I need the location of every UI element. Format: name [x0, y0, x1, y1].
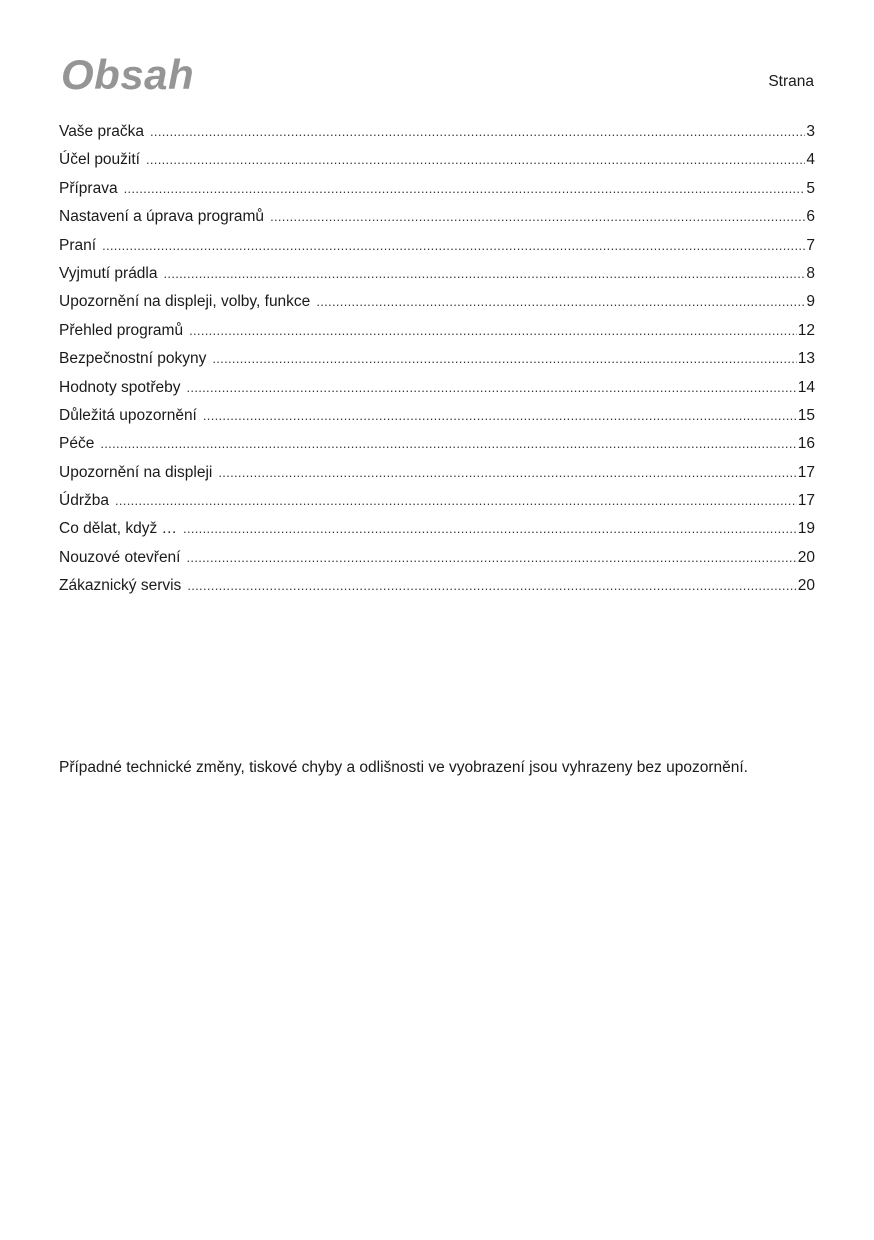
toc-leader-dots [212, 345, 796, 373]
toc-leader-dots [187, 374, 797, 402]
toc-entry-page: 7 [806, 236, 815, 254]
toc-entry[interactable] [59, 175, 815, 203]
toc-entry-page: 15 [797, 406, 815, 424]
toc-entry[interactable] [59, 459, 815, 487]
toc-entry-page: 14 [797, 378, 815, 396]
toc-entry-page: 17 [797, 463, 815, 481]
toc-entry-label: Upozornění na displeji, volby, funkce [59, 293, 311, 311]
toc-entry-label: Hodnoty spotřeby [59, 378, 181, 396]
toc-entry-page: 3 [806, 123, 815, 140]
toc-entry-label: Zákaznický servis [59, 577, 182, 595]
toc-entry-page: 20 [797, 548, 815, 566]
toc-entry-page: 6 [806, 208, 815, 226]
toc-entry[interactable] [59, 430, 815, 458]
toc-entry[interactable] [59, 317, 815, 345]
toc-entry-label: Důležitá upozornění [59, 406, 197, 424]
toc-entry-label: Nouzové otevření [59, 548, 181, 566]
toc-entry-page: 20 [797, 577, 815, 595]
toc-leader-dots [183, 515, 797, 543]
disclaimer-note: Případné technické změny, tiskové chyby a odlišnosti ve vyobrazení jsou vyhrazeny bez upozornění. [59, 759, 748, 776]
toc-entry-label: Bezpečnostní pokyny [59, 350, 207, 368]
toc-entry-page: 9 [806, 293, 815, 311]
toc-entry[interactable] [59, 288, 815, 316]
toc-entry-label: Vaše pračka [59, 123, 145, 140]
toc-entry-label: Účel použití [59, 151, 140, 169]
toc-entry-label: Praní [59, 236, 97, 254]
toc-entry-label: Co dělat, když … [59, 520, 178, 538]
toc-leader-dots [187, 572, 796, 600]
toc-entry-page: 17 [797, 492, 815, 510]
toc-entry[interactable] [59, 544, 815, 572]
toc-entry-label: Přehled programů [59, 321, 184, 339]
toc-entry[interactable] [59, 345, 815, 373]
toc-entry-label: Údržba [59, 492, 109, 510]
toc-leader-dots [187, 544, 797, 572]
toc-leader-dots [124, 175, 806, 203]
toc-leader-dots [218, 459, 796, 487]
toc-entry-page: 12 [797, 321, 815, 339]
toc-entry-label: Vyjmutí prádla [59, 264, 158, 282]
toc-leader-dots [164, 260, 806, 288]
toc-entry-page: 19 [797, 520, 815, 538]
toc-leader-dots [115, 487, 797, 515]
toc-entry-page: 5 [806, 179, 815, 197]
toc-entry[interactable] [59, 260, 815, 288]
table-of-contents [59, 118, 815, 601]
toc-entry-page: 13 [797, 350, 815, 368]
toc-entry[interactable] [59, 374, 815, 402]
toc-entry[interactable] [59, 402, 815, 430]
toc-entry-page: 4 [806, 151, 815, 169]
toc-entry[interactable] [59, 515, 815, 543]
toc-entry[interactable] [59, 203, 815, 231]
page-column-label: Strana [768, 73, 814, 90]
toc-entry[interactable] [59, 572, 815, 600]
toc-entry-page: 16 [797, 435, 815, 453]
toc-leader-dots [102, 232, 805, 260]
toc-leader-dots [189, 317, 797, 345]
toc-leader-dots [270, 203, 805, 231]
toc-entry[interactable] [59, 232, 815, 260]
toc-entry-label: Péče [59, 435, 95, 453]
page-title: Obsah [61, 51, 195, 98]
toc-entry-label: Nastavení a úprava programů [59, 208, 265, 226]
toc-leader-dots [203, 402, 797, 430]
toc-entry[interactable] [59, 487, 815, 515]
toc-leader-dots [100, 430, 796, 458]
toc-leader-dots [146, 146, 805, 174]
toc-entry-label: Upozornění na displeji [59, 463, 213, 481]
toc-entry[interactable] [59, 118, 815, 146]
toc-entry[interactable] [59, 146, 815, 174]
toc-leader-dots [150, 118, 805, 146]
toc-entry-page: 8 [806, 264, 815, 282]
toc-entry-label: Příprava [59, 179, 118, 197]
toc-leader-dots [316, 288, 805, 316]
